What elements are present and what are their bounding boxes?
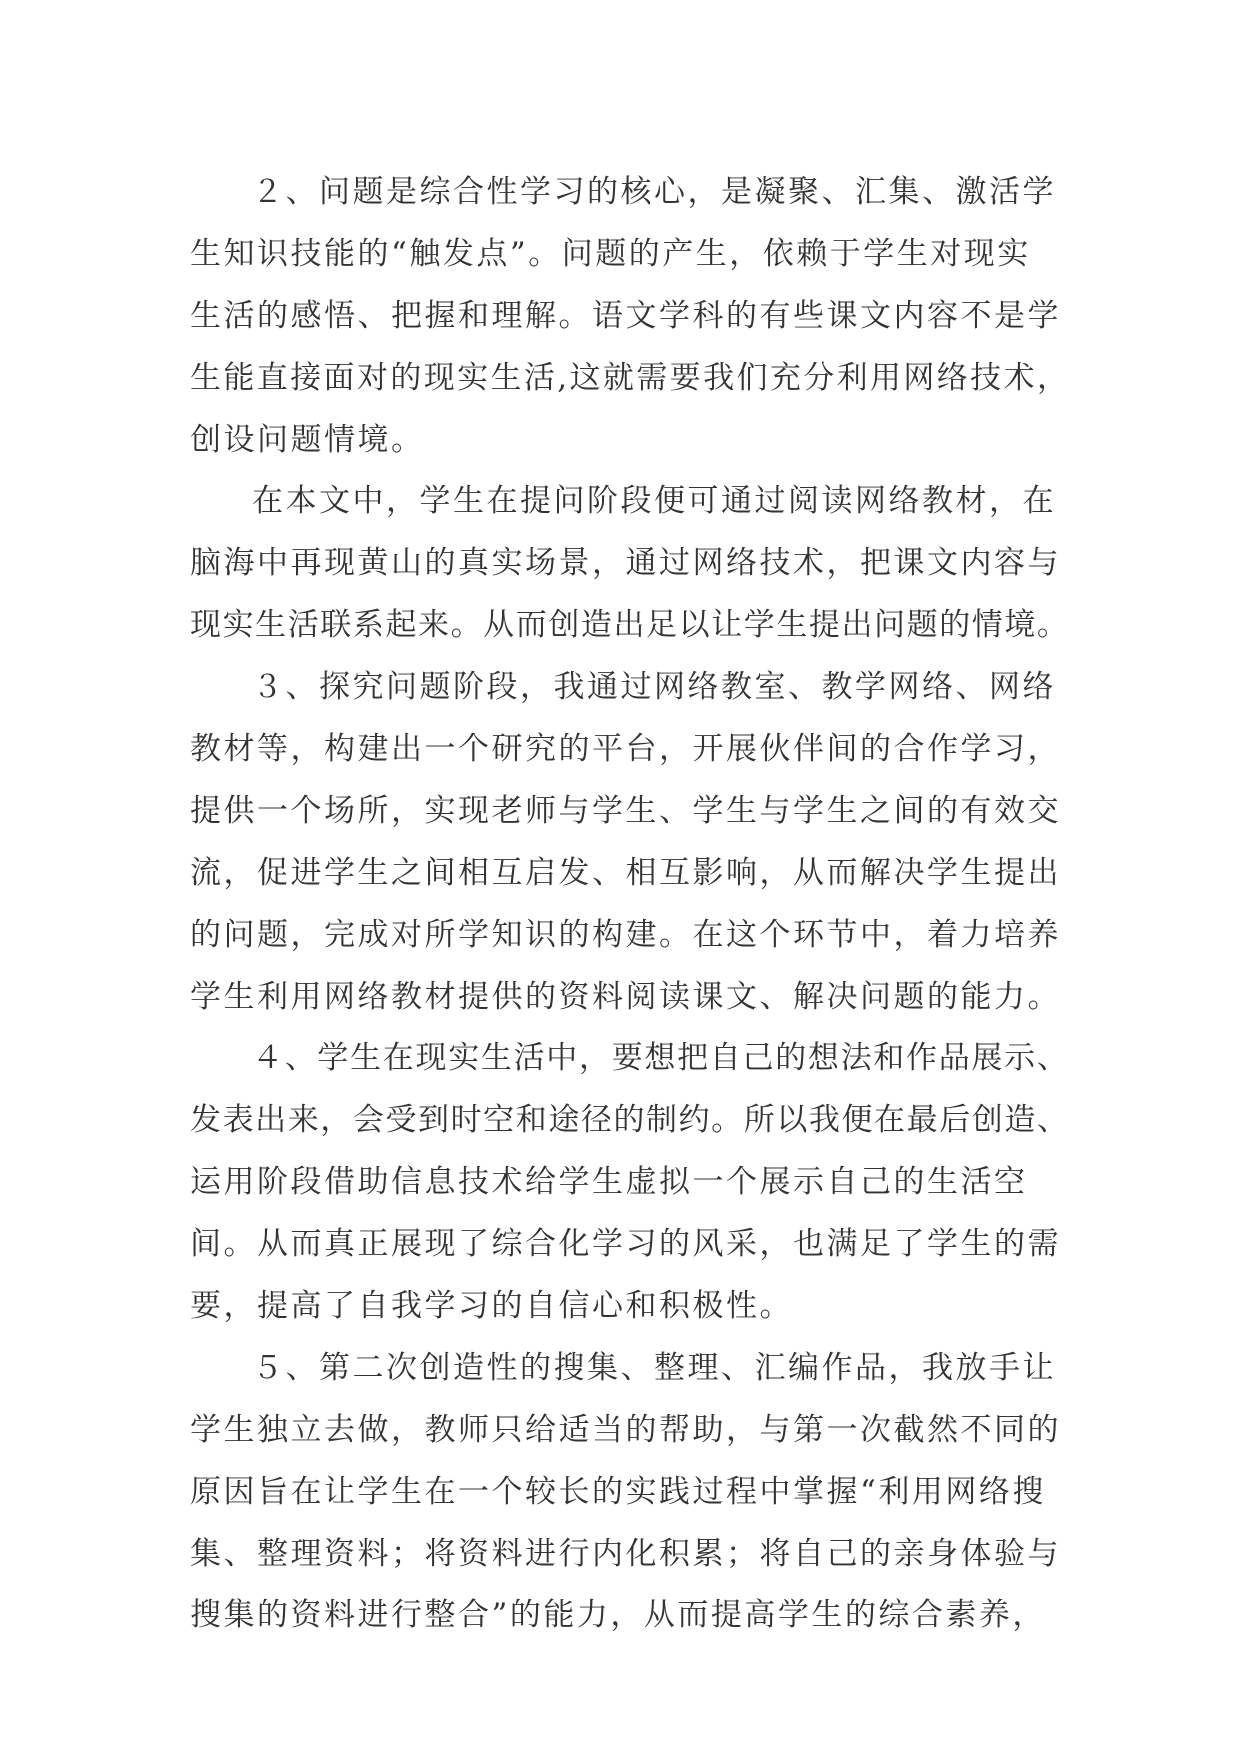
text-line: 脑海中再现黄山的真实场景，通过网络技术，把课文内容与 bbox=[190, 545, 1061, 582]
text-line: 创设问题情境。 bbox=[190, 421, 425, 458]
text-line: ２、问题是综合性学习的核心，是凝聚、汇集、激活学 bbox=[252, 174, 1056, 210]
text-line: 集、整理资料；将资料进行内化积累；将自己的亲身体验与 bbox=[190, 1535, 1061, 1572]
text-line: ５、第二次创造性的搜集、整理、汇编作品，我放手让 bbox=[252, 1349, 1056, 1386]
text-line: ４、学生在现实生活中，要想把自己的想法和作品展示、 bbox=[252, 1040, 1070, 1077]
text-line: 生活的感悟、把握和理解。语文学科的有些课文内容不是学 bbox=[190, 297, 1061, 334]
text-line: 流，促进学生之间相互启发、相互影响，从而解决学生提出 bbox=[190, 854, 1061, 891]
text-line: 生能直接面对的现实生活,这就需要我们充分利用网络技术， bbox=[190, 359, 1071, 396]
text-line: 搜集的资料进行整合”的能力，从而提高学生的综合素养， bbox=[190, 1597, 1046, 1634]
text-line: 原因旨在让学生在一个较长的实践过程中掌握“利用网络搜 bbox=[190, 1473, 1046, 1510]
body-text bbox=[190, 162, 1070, 1647]
text-line: 教材等，构建出一个研究的平台，开展伙伴间的合作学习， bbox=[190, 731, 1061, 768]
text-line: 现实生活联系起来。从而创造出足以让学生提出问题的情境。 bbox=[190, 607, 1070, 644]
text-line: 要，提高了自我学习的自信心和积极性。 bbox=[190, 1288, 793, 1325]
text-line: ３、探究问题阶段，我通过网络教室、教学网络、网络 bbox=[252, 669, 1056, 706]
text-line: 生知识技能的“触发点”。问题的产生，依赖于学生对现实 bbox=[190, 235, 1031, 272]
text-line: 运用阶段借助信息技术给学生虚拟一个展示自己的生活空 bbox=[190, 1164, 1028, 1201]
text-line: 发表出来，会受到时空和途径的制约。所以我便在最后创造、 bbox=[190, 1102, 1070, 1139]
text-line: 提供一个场所，实现老师与学生、学生与学生之间的有效交 bbox=[190, 792, 1061, 829]
text-line: 在本文中，学生在提问阶段便可通过阅读网络教材，在 bbox=[252, 483, 1056, 520]
text-line: 学生利用网络教材提供的资料阅读课文、解决问题的能力。 bbox=[190, 978, 1061, 1015]
text-line: 学生独立去做，教师只给适当的帮助，与第一次截然不同的 bbox=[190, 1411, 1061, 1448]
text-line: 间。从而真正展现了综合化学习的风采，也满足了学生的需 bbox=[190, 1226, 1061, 1263]
text-line: 的问题，完成对所学知识的构建。在这个环节中，着力培养 bbox=[190, 916, 1061, 953]
